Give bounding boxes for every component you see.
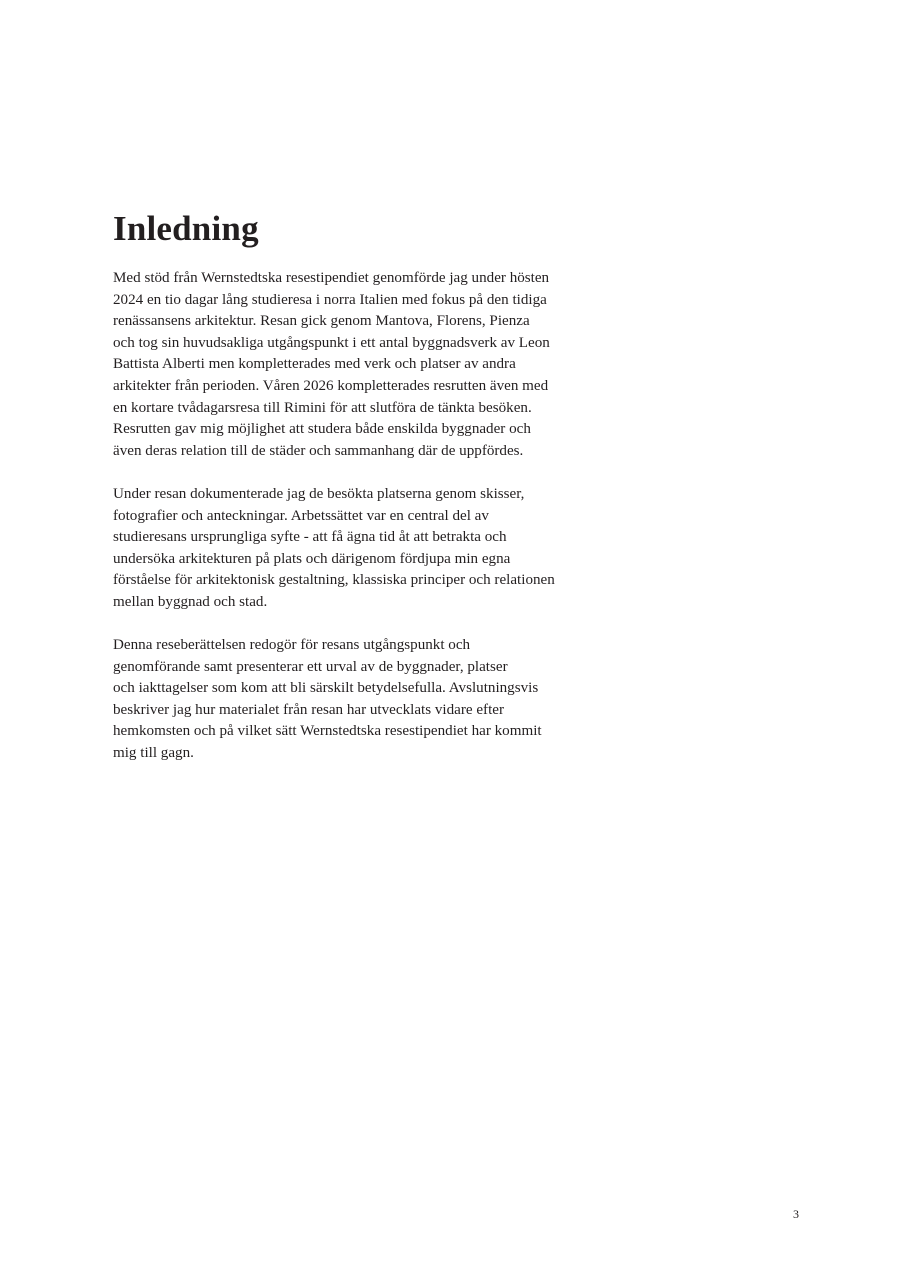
paragraph-1 <box>113 268 563 462</box>
text-line: mig till gagn. <box>113 745 194 762</box>
text-line: förståelse för arkitektonisk gestaltning, klassiska principer och relationen <box>113 572 555 589</box>
text-line: en kortare tvådagarsresa till Rimini för att slutföra de tänkta besöken. <box>113 399 532 416</box>
text-line: Resrutten gav mig möjlighet att studera både enskilda byggnader och <box>113 421 531 438</box>
text-line: mellan byggnad och stad. <box>113 593 268 610</box>
text-line: 2024 en tio dagar lång studieresa i norra Italien med fokus på den tidiga <box>113 291 547 308</box>
main-content <box>113 206 563 765</box>
paragraph-2 <box>113 484 563 614</box>
text-line: arkitekter från perioden. Våren 2026 kompletterades resrutten även med <box>113 377 549 394</box>
text-line: Denna reseberättelsen redogör för resans utgångspunkt och <box>113 637 471 654</box>
text-line: Battista Alberti men kompletterades med verk och platser av andra <box>113 356 516 373</box>
text-line: genomförande samt presenterar ett urval av de byggnader, platser <box>113 658 508 675</box>
text-line: renässansens arkitektur. Resan gick genom Mantova, Florens, Pienza <box>113 313 530 330</box>
text-line: undersöka arkitekturen på plats och därigenom fördjupa min egna <box>113 550 511 567</box>
text-line: och iakttagelser som kom att bli särskilt betydelsefulla. Avslutningsvis <box>113 680 539 697</box>
text-line: beskriver jag hur materialet från resan har utvecklats vidare efter <box>113 701 504 718</box>
text-line: och tog sin huvudsakliga utgångspunkt i ett antal byggnadsverk av Leon <box>113 334 550 351</box>
text-line: även deras relation till de städer och sammanhang där de uppfördes. <box>113 442 524 459</box>
text-line: studieresans ursprungliga syfte - att få ägna tid åt att betrakta och <box>113 529 507 546</box>
text-line: Med stöd från Wernstedtska resestipendiet genomförde jag under hösten <box>113 270 550 286</box>
text-line: hemkomsten och på vilket sätt Wernstedtska resestipendiet har kommit <box>113 723 542 740</box>
paragraph-3 <box>113 635 563 765</box>
text-line: fotografier och anteckningar. Arbetssättet var en central del av <box>113 507 489 524</box>
page-number: 3 <box>793 1207 799 1221</box>
text-line: Under resan dokumenterade jag de besökta platserna genom skisser, <box>113 485 525 502</box>
page-title: Inledning <box>113 209 259 248</box>
